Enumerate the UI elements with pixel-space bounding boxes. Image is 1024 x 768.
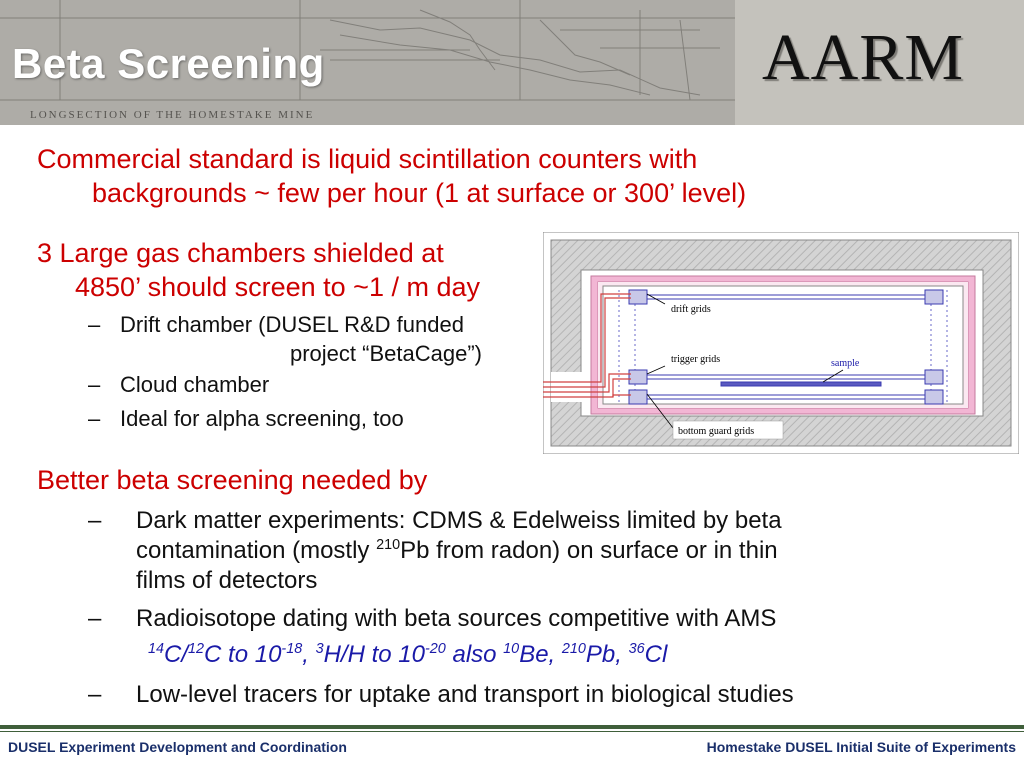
dark-matter-line1: Dark matter experiments: CDMS & Edelweiss limited by beta: [136, 507, 782, 534]
sub-alpha-text: Ideal for alpha screening, too: [120, 406, 404, 431]
label-drift-grids: drift grids: [671, 304, 711, 315]
dash: –: [88, 372, 101, 397]
sup: -20: [424, 641, 446, 657]
sup: -18: [281, 641, 303, 657]
dark-matter-line2: [136, 536, 778, 566]
sup: 210: [561, 641, 586, 657]
label-trigger-grids: trigger grids: [671, 354, 721, 365]
dash: –: [88, 605, 102, 632]
slide-title: Beta Screening: [12, 40, 325, 87]
support: [629, 370, 647, 384]
sub-alpha: [88, 406, 488, 436]
iso-text: also: [445, 641, 504, 668]
dark-matter-line3: films of detectors: [136, 567, 318, 594]
sup: 10: [503, 641, 520, 657]
radioisotope-text: Radioisotope dating with beta sources competitive with AMS: [136, 605, 777, 632]
map-caption: LONGSECTION OF THE HOMESTAKE MINE: [30, 109, 315, 121]
iso-text: Be,: [519, 641, 562, 668]
support: [925, 370, 943, 384]
sample-plate: [721, 382, 881, 386]
sub-tracers: [88, 680, 968, 710]
dash: –: [88, 406, 101, 431]
sub-drift-line1: Drift chamber (DUSEL R&D funded: [120, 312, 464, 337]
tracers-text: Low-level tracers for uptake and transport in biological studies: [136, 681, 794, 708]
iso-text: H/H to 10: [323, 641, 425, 668]
dark-matter-line2b: Pb from radon) on surface or in thin: [400, 537, 778, 564]
iso-text: ,: [302, 641, 316, 668]
iso-text: C/: [164, 641, 189, 668]
footer-rule-thin: [0, 731, 1024, 732]
sub-drift-line2: project “BetaCage”): [290, 341, 482, 366]
bullet2-line2: 4850’ should screen to ~1 / m day: [75, 272, 480, 302]
bullet-gas-chambers: [37, 236, 552, 304]
support: [629, 390, 647, 404]
sub-radioisotope: [88, 604, 928, 634]
sup: 12: [188, 641, 205, 657]
dark-matter-line2a: contamination (mostly: [136, 537, 377, 564]
sub-drift-chamber: [88, 312, 538, 372]
footer-rule: [0, 725, 1024, 729]
sup: 36: [628, 641, 645, 657]
isotope-ratios: [148, 641, 667, 669]
header-banner: [0, 0, 1024, 125]
sub-cloud-chamber: [88, 372, 388, 402]
bullet1-line2: backgrounds ~ few per hour (1 at surface or 300’ level): [92, 178, 747, 208]
bullet3-heading: Better beta screening needed by: [37, 465, 428, 495]
sup: 14: [148, 641, 165, 657]
label-sample: sample: [831, 358, 860, 369]
dash: –: [88, 681, 102, 708]
bullet1-line1: Commercial standard is liquid scintillation counters with: [37, 144, 698, 174]
bullet2-line1: 3 Large gas chambers shielded at: [37, 238, 444, 268]
support: [925, 290, 943, 304]
mine-longsection-map: [0, 0, 735, 125]
label-bottom-guard-grids: bottom guard grids: [678, 426, 755, 437]
footer-right: Homestake DUSEL Initial Suite of Experiments: [706, 739, 1016, 755]
footer-left: DUSEL Experiment Development and Coordination: [8, 739, 347, 755]
dash: –: [88, 312, 101, 337]
betacage-diagram: [543, 232, 1019, 454]
bullet-liquid-scintillation: [37, 142, 917, 210]
support: [629, 290, 647, 304]
sub-cloud-text: Cloud chamber: [120, 372, 270, 397]
sub-dark-matter: [88, 506, 928, 598]
iso-text: Cl: [644, 641, 668, 668]
iso-text: Pb,: [585, 641, 629, 668]
iso-text: C to 10: [204, 641, 282, 668]
aarm-logo: AARM: [762, 21, 965, 94]
support: [925, 390, 943, 404]
sup: 3: [315, 641, 324, 657]
sup-210: 210: [376, 537, 401, 553]
dash: –: [88, 507, 102, 534]
